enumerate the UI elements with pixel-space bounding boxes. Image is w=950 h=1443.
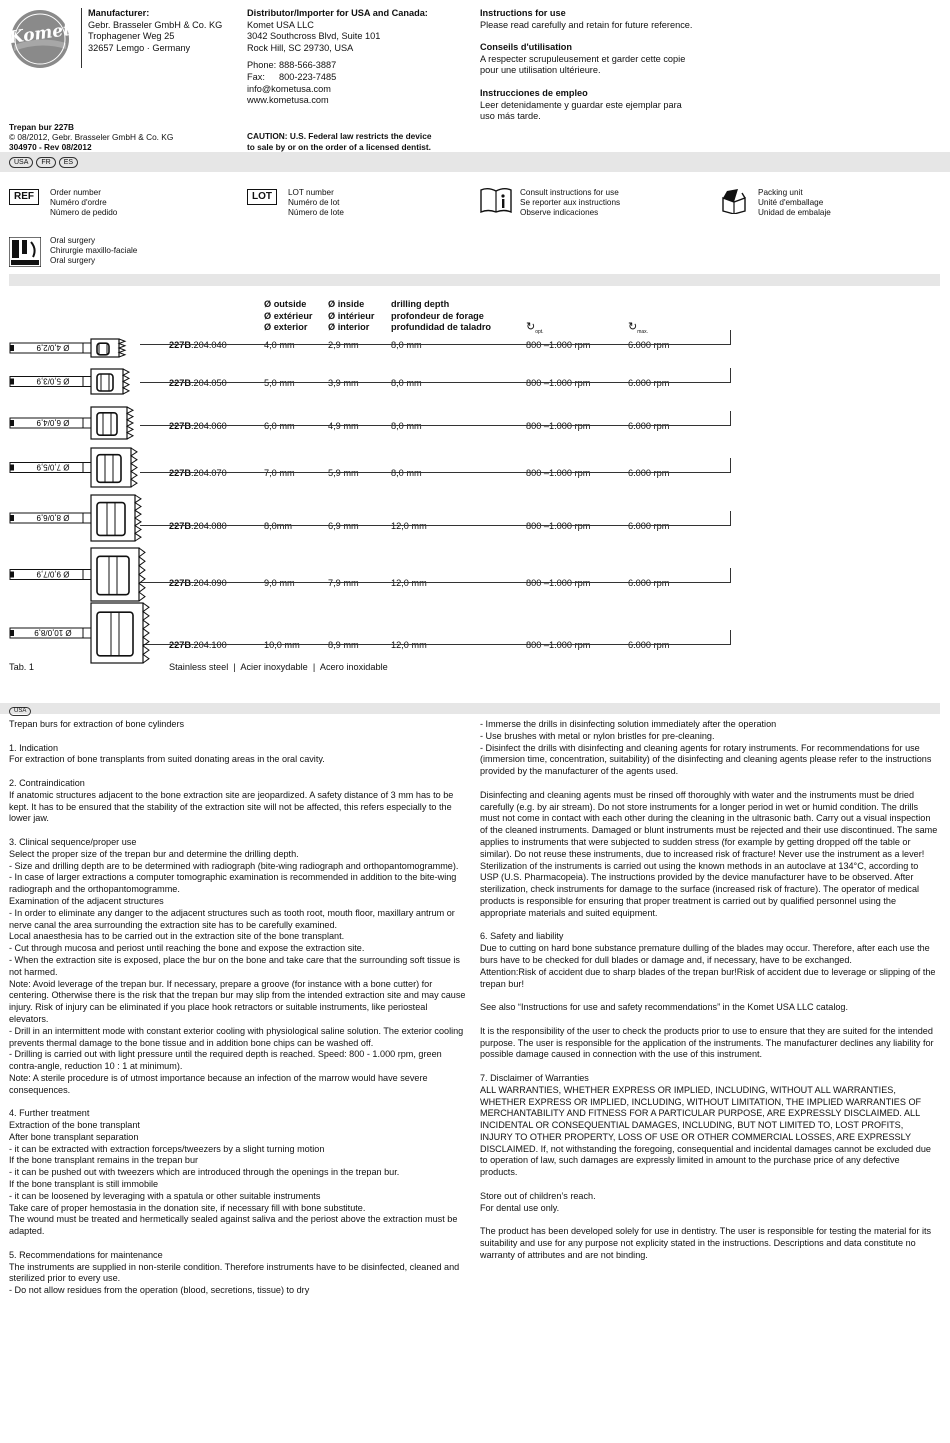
body-paragraph: Trepan burs for extraction of bone cylinders — [9, 719, 185, 729]
language-badges — [9, 156, 81, 168]
copyright: © 08/2012, Gebr. Brasseler GmbH & Co. KG — [9, 132, 174, 142]
max-speed: 6.000 rpm — [628, 468, 670, 478]
rotation-icon: ↻ — [628, 321, 638, 333]
web-link[interactable]: www.kometusa.com — [247, 95, 329, 106]
caution-text: CAUTION: U.S. Federal law restricts the device to sale by or on the order of a licensed dentist. — [247, 131, 432, 152]
max-speed: 6.000 rpm — [628, 640, 670, 650]
lang-badge-fr: FR — [36, 157, 55, 168]
optimal-speed: 800 –1.000 rpm — [526, 421, 591, 431]
fax-number: 800-223-7485 — [279, 71, 337, 82]
consult-symbol-label: Consult instructions for use Se reporter aux instructions Observe indicaciones — [520, 188, 621, 217]
body-paragraph: - Immerse the drills in disinfecting solution immediately after the operation - Use brushes with metal or nylon bristles for pre-cleaning. - Disinfect the drills with disinfecting and cleaning agents for rotary instruments. For recommendations for use (immersion time, concentration, suitability) of the disinfecting and cleaning agents please refer to the instructions provided by the manufacturer of the agents used. — [480, 719, 932, 777]
max-speed: 6.000 rpm — [628, 421, 670, 431]
body-paragraph: 6. Safety and liability Due to cutting on hard bone substance premature dulling of the blades may occur. Therefore, after each use the burs have to be checked for dull blades or damage and, if necessary, have to be exchanged. Attention:Risk of accident due to sharp blades of the trepan bur!Risk of accident due to leverage or slipping of the trepan bur! — [480, 931, 936, 989]
header-max-speed: $↻_{max.}$ — [628, 321, 649, 335]
optimal-speed: 800 –1.000 rpm — [526, 468, 591, 478]
manufacturer-block — [88, 8, 222, 54]
distributor-line: Komet USA LLC — [247, 19, 314, 30]
revision: 304970 - Rev 08/2012 — [9, 142, 92, 152]
body-paragraph: 4. Further treatment Extraction of the bone transplant After bone transplant separation - it can be extracted with extraction forceps/tweezers by a slight turning motion If the bone transplant remains in the trepan bur - it can be pushed out with tweezers which are introduced through the openings in the trepan bur. If the bone transplant is still immobile - it can be loosened by leveraging with a spatula or other suitable instruments Take care of proper hemostasia in the donation site, if necessary fill with bone substitute. The wound must be treated and hermetically sealed against saliva and the periost above the extraction must be adapted. — [9, 1108, 458, 1237]
manufacturer-line: 32657 Lemgo · Germany — [88, 42, 191, 53]
logo-divider — [81, 8, 82, 68]
inside-diameter: 6,9 mm — [328, 521, 359, 531]
row-rule — [140, 582, 731, 583]
header-outside: Ø outside Ø extérieur Ø exterior — [264, 299, 313, 332]
body-paragraph: Store out of children’s reach. For dental use only. — [480, 1190, 596, 1213]
table-caption: Tab. 1 — [9, 662, 35, 672]
distributor-block — [247, 8, 428, 107]
instructions-heading-es: Instrucciones de empleo — [480, 87, 588, 98]
outside-diameter: 4,0 mm — [264, 340, 295, 350]
optimal-speed: 800 –1.000 rpm — [526, 340, 591, 350]
outside-diameter: 9,0 mm — [264, 578, 295, 588]
lot-symbol-label: LOT number Numéro de lot Número de lote — [288, 188, 344, 217]
trepan-bur-drawing — [9, 337, 129, 359]
komet-logo — [8, 9, 72, 69]
max-speed: 6.000 rpm — [628, 378, 670, 388]
optimal-speed: 800 –1.000 rpm — [526, 640, 591, 650]
row-rule — [140, 425, 731, 426]
drilling-depth: 12,0 mm — [391, 578, 427, 588]
bur-size-label: Ø 7,0/5,9 — [36, 462, 70, 472]
lang-badge-usa: USA — [9, 157, 33, 168]
product-info — [9, 122, 173, 152]
manufacturer-heading: Manufacturer: — [88, 8, 150, 18]
bur-size-label: Ø 9,0/7,9 — [36, 569, 70, 579]
body-paragraph: It is the responsibility of the user to check the products prior to use to ensure that they are suited for the intended purpose. The user is responsible for the application of the instruments. The manufacturer declines any liability for possible damage caused in connection with the use of this instrument. — [480, 1025, 934, 1060]
row-rule — [140, 472, 731, 473]
trepan-bur-drawing — [9, 601, 153, 665]
manufacturer-line: Trophagener Weg 25 — [88, 31, 175, 42]
row-rule — [140, 525, 731, 526]
packing-symbol-label: Packing unit Unité d'emballage Unidad de embalaje — [758, 188, 831, 217]
inside-diameter: 3,9 mm — [328, 378, 359, 388]
row-rule — [140, 644, 731, 645]
instructions-block: Instructions for use Please read carefully and retain for future reference. Conseils d'utilisation A respecter scrupuleusement et garder cette copie pour une utilisation ultérieure. Instrucciones de empleo Leer detenidamente y guardar este ejemplar para uso más tarde. — [480, 8, 693, 122]
manufacturer-line: Gebr. Brasseler GmbH & Co. KG — [88, 19, 223, 30]
bur-size-label: Ø 10,0/8,9 — [34, 628, 72, 637]
header-depth: drilling depth profondeur de forage profundidad de taladro — [391, 299, 492, 332]
distributor-line: 3042 Southcross Blvd, Suite 101 — [247, 31, 381, 42]
oral-surgery-label: Oral surgery Chirurgie maxillo-faciale Oral surgery — [50, 236, 138, 265]
trepan-bur-drawing — [9, 446, 141, 489]
consult-instructions-icon — [480, 187, 512, 217]
email-link[interactable]: info@kometusa.com — [247, 83, 331, 94]
bur-size-label: Ø 6,0/4,9 — [36, 418, 70, 427]
language-band — [0, 152, 950, 172]
phone-number: 888-566-3887 — [279, 60, 337, 71]
row-rule — [140, 382, 731, 383]
trepan-bur-drawing — [9, 405, 137, 441]
oral-surgery-icon — [9, 237, 41, 271]
table-band — [9, 274, 940, 286]
outside-diameter: 10,0 mm — [264, 640, 300, 650]
product-title: Trepan bur 227B — [9, 122, 75, 132]
outside-diameter: 5,0 mm — [264, 378, 295, 388]
order-number: 227B.204.080 — [169, 521, 227, 531]
inside-diameter: 2,9 mm — [328, 340, 359, 350]
ref-symbol-icon: REF — [9, 189, 39, 205]
trepan-bur-drawing — [9, 546, 149, 603]
row-rule — [140, 344, 731, 345]
bur-size-label: Ø 5,0/3,9 — [36, 376, 70, 386]
body-right-column — [480, 719, 938, 1273]
optimal-speed: 800 –1.000 rpm — [526, 378, 591, 388]
header-inside: Ø inside Ø intérieur Ø interior — [328, 299, 375, 332]
order-number: 227B.204.100 — [169, 640, 227, 650]
body-left-column — [9, 719, 467, 1309]
distributor-line: Rock Hill, SC 29730, USA — [247, 42, 354, 53]
trepan-bur-drawing — [9, 367, 133, 396]
order-number: 227B.204.040 — [169, 340, 227, 350]
inside-diameter: 4,9 mm — [328, 421, 359, 431]
distributor-heading: Distributor/Importer for USA and Canada: — [247, 8, 428, 18]
drilling-depth: 8,0 mm — [391, 421, 422, 431]
body-paragraph: Disinfecting and cleaning agents must be rinsed off thoroughly with water and the instruments must be dried carefully (e.g. by air stream). Do not store instruments for a longer period in wet or humid condition. The drills must not come in contact with each other during the cleaning in the ultrasonic bath. Carry out a visual inspection of the cleaned instruments. Damaged or blunt instruments must be rejected and their use discontinued. The same applies to instruments that were subjected to sudden stress (for example by getting dropped off the table or similar). Do not reuse these instruments, due to increased risk of fracture! Never use the instrument as a lever! Sterilization of the instruments is carried out using the known methods in an autoclave at 134°C, according to USP (U.S. Pharmacopeia). The instructions provided by the device manufacturer have to be observed. After sterilization, check instruments for damage to the surface (increased risk of fracture). The operator of medical products is responsible for ensuring that proper treatment is carried out by qualified personnel using the appropriate materials and suited equipment. — [480, 789, 938, 918]
body-paragraph: 2. Contraindication If anatomic structures adjacent to the bone extraction site are jeopardized. A safety distance of 3 mm has to be kept. It has to be ensured that the stability of the extraction site will not be affected, this refers especially to the lower jaw. — [9, 777, 454, 824]
optimal-speed: 800 –1.000 rpm — [526, 521, 591, 531]
usa-band — [0, 703, 940, 714]
header-opt-speed: $↻_{opt.}$ — [526, 321, 544, 335]
max-speed: 6.000 rpm — [628, 578, 670, 588]
rotation-icon: ↻ — [526, 321, 536, 333]
order-number: 227B.204.060 — [169, 421, 227, 431]
drilling-depth: 8,0 mm — [391, 340, 422, 350]
drilling-depth: 8,0 mm — [391, 378, 422, 388]
order-number: 227B.204.090 — [169, 578, 227, 588]
inside-diameter: 8,9 mm — [328, 640, 359, 650]
max-speed: 6.000 rpm — [628, 521, 670, 531]
instructions-heading-fr: Conseils d'utilisation — [480, 42, 573, 53]
fax-row: Fax: 800-223-7485 — [247, 71, 337, 82]
body-paragraph: 7. Disclaimer of Warranties ALL WARRANTIES, WHETHER EXPRESS OR IMPLIED, INCLUDING, WITHOUT ALL WARRANTIES, WHETHER EXPRESS OR IMPLIED, INCLUDING, WITHOUT LIMITATION, THE IMPLIED WARRANTIES OF MERCHANTABILITY AND FITNESS FOR A PARTICULAR PURPOSE, ARE EXPRESSLY DISCLAIMED. ALL INCIDENTAL OR CONSEQUENTIAL DAMAGES, INCLUDING, BUT NOT LIMITED TO, LOST PROFITS, INJURY TO OTHER PROPERTY, LOSS OF USE OR OTHER COMMERCIAL LOSSES, ARE EXPRESSLY DISCLAIMED. If, not withstanding the foregoing, consequential and incidental damages cannot be excluded due to operation of law, such damages are expressly limited in amount to the purchase price of any defective products. — [480, 1072, 931, 1178]
outside-diameter: 8,0mm — [264, 521, 293, 531]
lot-symbol-icon: LOT — [247, 189, 277, 205]
outside-diameter: 6,0 mm — [264, 421, 295, 431]
order-number: 227B.204.070 — [169, 468, 227, 478]
packing-unit-icon — [721, 188, 747, 218]
optimal-speed: 800 –1.000 rpm — [526, 578, 591, 588]
drilling-depth: 12,0 mm — [391, 640, 427, 650]
body-paragraph: 1. Indication For extraction of bone transplants from suited donating areas in the oral cavity. — [9, 742, 325, 765]
lang-badge-es: ES — [59, 157, 78, 168]
logo-text: Komet — [7, 19, 73, 49]
body-paragraph: See also “Instructions for use and safety recommendations” in the Komet USA LLC catalog. — [480, 1002, 848, 1013]
bur-size-label: Ø 8,0/6,9 — [36, 513, 70, 522]
trepan-bur-drawing — [9, 493, 145, 543]
order-number: 227B.204.050 — [169, 378, 227, 388]
drilling-depth: 12,0 mm — [391, 521, 427, 531]
usa-badge: USA — [9, 704, 34, 716]
instructions-heading-en: Instructions for use — [480, 8, 566, 18]
outside-diameter: 7,0 mm — [264, 468, 295, 478]
phone-row: Phone: 888-566-3887 — [247, 60, 337, 71]
bur-size-label: Ø 4,0/2,9 — [36, 343, 70, 352]
body-paragraph: The product has been developed solely for use in dentistry. The user is responsible for testing the material for its suitability and use for any purpose not explicity stated in the instructions. Descriptions and data constitute no warranty of attributes and are not binding. — [480, 1226, 932, 1260]
ref-symbol-label: Order number Numéro d'ordre Número de pedido — [50, 188, 118, 217]
inside-diameter: 7,9 mm — [328, 578, 359, 588]
drilling-depth: 8,0 mm — [391, 468, 422, 478]
inside-diameter: 5,9 mm — [328, 468, 359, 478]
material-note: Stainless steel | Acier inoxydable | Acero inoxidable — [169, 662, 388, 672]
body-paragraph: 5. Recommendations for maintenance The instruments are supplied in non-sterile condition. Therefore instruments have to be disinfected, cleaned and sterilized prior to every use. - Do not allow residues from the operation (blood, secretions, tissue) to dry — [9, 1249, 460, 1296]
max-speed: 6.000 rpm — [628, 340, 670, 350]
body-paragraph: 3. Clinical sequence/proper use Select the proper size of the trepan bur and determine the drilling depth. - Size and drilling depth are to be determined with radiograph (bite-wing radiograph and orthopantomogramme). - In case of larger extractions a computer tomographic examination is recommended in addition to the bite-wing radiograph and the orthopantomogramme. Examination of the adjacent structures - In order to eliminate any danger to the adjacent structures such as tooth root, mouth floor, maxillary antrum or nerve canal the area surrounding the extraction site has to be carefully examined. Local anaesthesia has to be carried out in the extraction site of the bone transplant. - Cut through mucosa and periost until reaching the bone and expose the extraction site. - When the extraction site is exposed, place the bur on the bone and take care that the surrounding soft tissue is not harmed. Note: Avoid leverage of the trepan bur. If necessary, prepare a groove (for instance with a bone cutter) for centering. Otherwise there is the risk that the trepan bur may slip from the intended extraction site and may cause injury. Risk of injury can be eliminated if you place hook retractors or suitable instruments, like periosteal elevators. - Drill in an intermittent mode with constant exterior cooling with physiological saline solution. The exterior cooling prevents thermal damage to the bone tissue and in addition bone chips can be washed off. - Drilling is carried out with light pressure until the required depth is reached. Speed: 800 - 1.000 rpm, green contra-angle, reduction 10 : 1 at minimum). Note: A sterile procedure is of utmost importance because an infection of the marrow would have severe consequences. — [9, 836, 466, 1095]
